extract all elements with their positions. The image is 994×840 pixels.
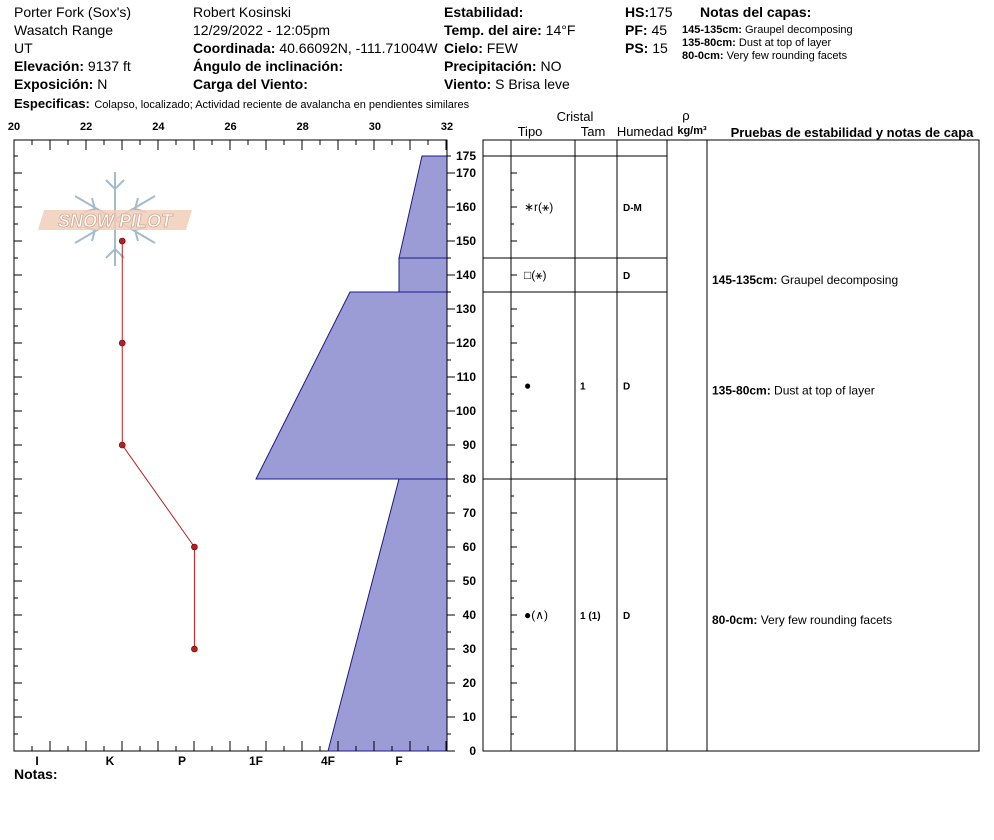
layer-moisture: D [623, 271, 631, 282]
hardness-tick-label: P [177, 754, 187, 768]
pf-label: PF: [625, 22, 648, 38]
height-tick-label: 50 [462, 574, 476, 588]
hardness-tick-label: K [105, 754, 115, 768]
layer-note-range: 80-0cm: [712, 613, 761, 627]
layer-grain-type: ●(∧) [524, 608, 549, 622]
layer-table-frame [483, 140, 979, 751]
temperature-point [191, 646, 197, 652]
layer-note-text: Very few rounding facets [726, 50, 848, 62]
moisture-header: Humedad [616, 124, 674, 139]
temperature-point [119, 442, 125, 448]
layer-note-range: 135-80cm: [712, 383, 775, 398]
hardness-tick-label: 1F [248, 754, 264, 768]
height-axis [447, 149, 476, 758]
logo-text: SNOW PILOT [58, 211, 172, 231]
layer-note-range: 80-0cm: [682, 50, 724, 62]
elevation-label: Elevación: [14, 58, 85, 74]
height-tick-label: 100 [455, 404, 476, 418]
tests-header: Pruebas de estabilidad y notas de capa [730, 125, 974, 140]
size-header: Tam [580, 124, 606, 139]
hardness-profile [256, 156, 447, 751]
layer-moisture: D [623, 381, 631, 393]
height-tick-label: 30 [462, 642, 476, 656]
layer-test-note [712, 613, 892, 627]
height-tick-label: 160 [455, 200, 476, 214]
temperature-tick-label: 28 [296, 121, 309, 133]
sky-value: FEW [486, 40, 518, 56]
location-name: Porter Fork (Sox's) [14, 4, 132, 20]
height-tick-label: 150 [455, 234, 476, 248]
state-name: UT [14, 40, 33, 56]
stability-label: Estabilidad: [444, 4, 524, 20]
air-temp-value: 14°F [545, 22, 576, 38]
layer-note-text: Dust at top of layer [774, 383, 875, 398]
table-height-ticks [511, 156, 517, 751]
hardness-layer-bar [399, 258, 447, 292]
layer-note-range: 135-80cm: [682, 37, 736, 49]
temperature-tick-label: 24 [152, 121, 165, 133]
temperature-point [119, 340, 125, 346]
elevation-value: 9137 ft [87, 58, 131, 74]
pf-value: 45 [651, 22, 668, 38]
wind-value: S Brisa leve [495, 76, 570, 92]
hardness-layer-bar [399, 156, 447, 258]
layer-note-text: Very few rounding facets [760, 613, 893, 627]
temperature-axis [8, 121, 453, 133]
ps-value: 15 [652, 40, 668, 56]
precip-label: Precipitación: [444, 58, 537, 74]
type-header: Tipo [517, 124, 543, 139]
hardness-layer-bar [256, 292, 447, 479]
observer-name: Robert Kosinski [193, 4, 292, 20]
air-temp-label: Temp. del aire: [444, 22, 542, 38]
layer-grain-type: □(⚹) [524, 268, 547, 282]
aspect-value: N [97, 76, 108, 92]
height-tick-label: 110 [456, 370, 476, 384]
coord-label: Coordinada: [193, 40, 276, 56]
layer-note-range: 145-135cm: [712, 273, 781, 287]
temperature-tick-label: 22 [80, 121, 93, 133]
hardness-layer-bar [328, 479, 447, 751]
precip-value: NO [540, 58, 562, 74]
temperature-point [119, 238, 125, 244]
slope-label: Ángulo de inclinación: [193, 58, 344, 74]
crystal-header: Cristal [556, 109, 594, 124]
ps-label: PS: [625, 40, 649, 56]
height-tick-label: 40 [462, 608, 476, 622]
temperature-point [191, 544, 197, 550]
layer-test-note [712, 273, 898, 287]
height-tick-label: 20 [462, 676, 476, 690]
hardness-tick-label: 4F [320, 754, 336, 768]
height-tick-label: 175 [455, 149, 476, 163]
layer-rows [483, 156, 898, 751]
temperature-profile [119, 238, 197, 652]
layer-grain-type: ∗r(⚹) [524, 200, 554, 214]
layer-note-text: Graupel decomposing [780, 273, 899, 287]
temperature-tick-label: 20 [7, 121, 21, 133]
layer-moisture: D-M [623, 203, 642, 214]
height-tick-label: 140 [455, 268, 476, 282]
layer-note-text: Graupel decomposing [745, 24, 853, 36]
height-tick-label: 130 [455, 302, 476, 316]
specifics-value: Colapso, localizado; Actividad reciente de avalancha en pendientes similares [94, 99, 470, 111]
height-tick-label: 170 [455, 166, 476, 180]
height-tick-label: 60 [462, 540, 476, 554]
height-tick-label: 0 [469, 744, 476, 758]
notes-label: Notas: [14, 766, 58, 782]
obs-datetime: 12/29/2022 - 12:05pm [193, 22, 330, 38]
hardness-tick-label: F [395, 754, 403, 768]
range-name: Wasatch Range [14, 22, 114, 38]
temperature-tick-label: 30 [368, 121, 381, 133]
table-column-lines [511, 140, 707, 751]
layer-grain-size: 1 [580, 381, 586, 393]
density-symbol: ρ [682, 108, 690, 123]
temperature-tick-label: 26 [224, 121, 237, 133]
temperature-tick-label: 32 [440, 121, 454, 133]
layer-notes-title: Notas del capas: [700, 4, 812, 20]
temperature-line [122, 241, 194, 649]
aspect-label: Exposición: [14, 76, 94, 92]
height-tick-label: 10 [462, 710, 476, 724]
layer-note-range: 145-135cm: [682, 24, 742, 36]
snowpilot-logo [38, 172, 192, 266]
coord-value: 40.66092N, -111.71004W [279, 40, 438, 56]
height-tick-label: 90 [462, 438, 476, 452]
layer-moisture: D [623, 611, 631, 622]
hardness-axis [35, 754, 402, 768]
hardness-tick-label: I [35, 754, 39, 768]
hs-value: 175 [649, 4, 673, 20]
layer-note-text: Dust at top of layer [738, 37, 832, 49]
wind-label: Viento: [444, 76, 492, 92]
sky-label: Cielo: [444, 40, 483, 56]
height-tick-label: 70 [462, 506, 476, 520]
layer-grain-type: ● [524, 378, 532, 393]
density-unit: kg/m³ [677, 125, 707, 137]
layer-test-note [712, 384, 875, 398]
height-tick-label: 120 [455, 336, 476, 350]
wind-load-label: Carga del Viento: [193, 76, 308, 92]
specifics-label: Especificas: [14, 96, 90, 111]
layer-grain-size: 1 (1) [580, 611, 601, 622]
height-tick-label: 80 [462, 472, 476, 486]
hs-label: HS: [625, 4, 650, 20]
